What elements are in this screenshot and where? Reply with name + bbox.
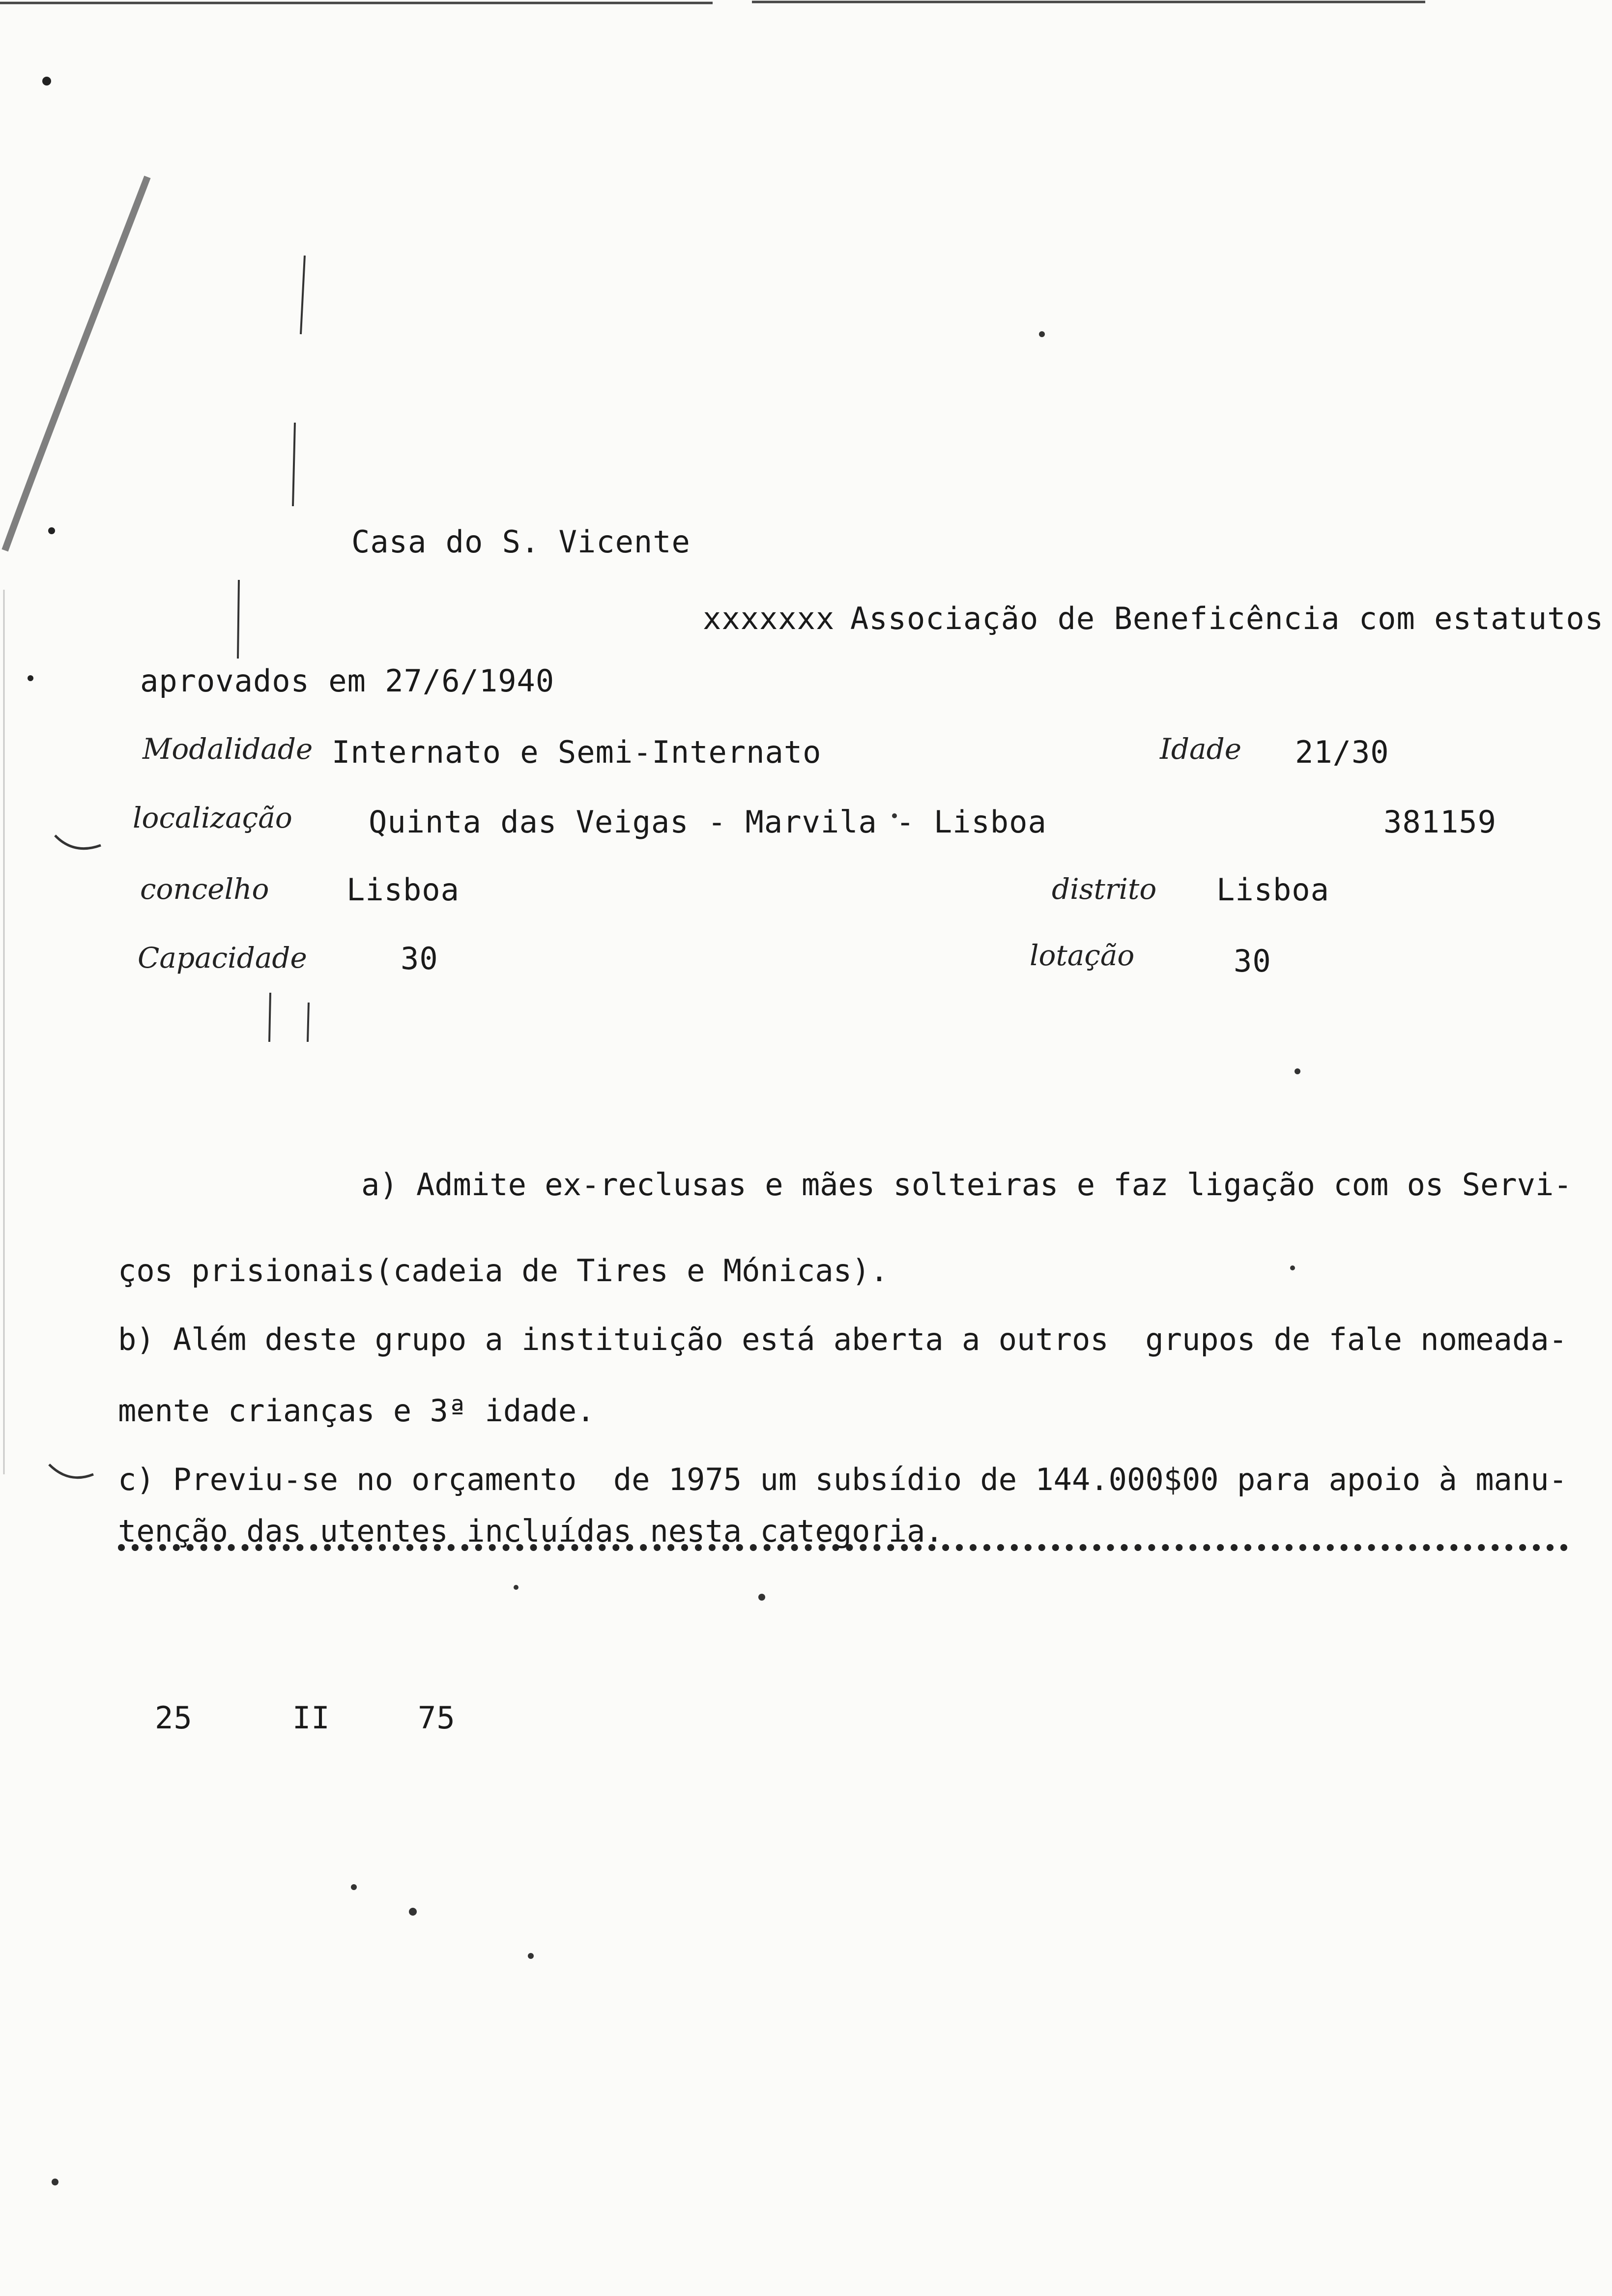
value-capacidade: 30 [401,941,438,976]
item-c-line-1: c) Previu-se no orçamento de 1975 um subsídio de 144.000$00 para apoio à manu- [118,1462,1567,1497]
date-year: 75 [418,1700,456,1736]
value-lotacao: 30 [1234,943,1271,979]
label-idade: Idade [1160,732,1242,766]
item-b-line-1: b) Além deste grupo a instituição está aberta a outros grupos de fale nomeada- [118,1321,1567,1357]
label-distrito: distrito [1052,872,1157,906]
value-idade: 21/30 [1295,734,1389,770]
value-localizacao: Quinta das Veigas - Marvila - Lisboa [369,804,1047,840]
label-lotacao: lotação [1030,939,1135,972]
label-capacidade: Capacidade [138,941,307,975]
value-concelho: Lisboa [346,872,460,908]
intro-line-2: aprovados em 27/6/1940 [140,663,555,699]
intro-line-1: Associação de Beneficência com estatutos [850,601,1604,636]
dotted-rule [118,1544,1568,1551]
label-localizacao: localização [133,801,292,834]
reference-number: 381159 [1383,804,1497,840]
label-modalidade: Modalidade [143,732,313,766]
item-c-line-2: tenção das utentes incluídas nesta categoria. [118,1513,944,1549]
item-a-line-1: a) Admite ex-reclusas e mães solteiras e faz ligação com os Servi- [361,1167,1572,1203]
value-distrito: Lisboa [1216,872,1329,908]
date-month: II [292,1700,330,1736]
struck-out-text: xxxxxxx [703,601,835,636]
institution-title: Casa do S. Vicente [351,524,691,560]
value-modalidade: Internato e Semi-Internato [332,734,822,770]
date-day: 25 [155,1700,193,1736]
label-concelho: concelho [140,872,269,906]
item-b-line-2: mente crianças e 3ª idade. [118,1393,595,1429]
item-a-line-2: ços prisionais(cadeia de Tires e Mónicas). [118,1253,889,1289]
